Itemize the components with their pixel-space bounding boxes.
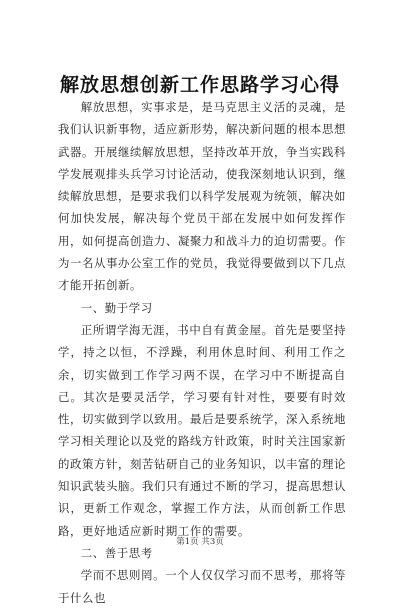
paragraph-intro: 解放思想，实事求是，是马克思主义活的灵魂，是我们认识新事物，适应新形势，解决新问题的根本思想武器。开展继续解放思想，坚持改革开放，争当实践科学发展观排头兵学习讨论活动，使我深刻地认识到，继续解放思想，是要求我们以科学发展观为统领，解决如何加快发展，解决每个党员干部在发展中如何发挥作用，如何提高创造力、凝聚力和战斗力的迫切需要。作为一名从事办公室工作的党员，我觉得要做到以下几点才能开拓创新。 [58, 100, 346, 293]
section-heading-1: 一、勤于学习 [80, 300, 153, 315]
paragraph-think: 学而不思则罔。一个人仅仅学习而不思考，那将等于什么也 [58, 568, 346, 605]
paragraph-study: 正所谓学海无涯，书中自有黄金屋。首先是要坚持学，持之以恒，不浮躁，利用休息时间、利用工作之余，切实做到工作学习两不误，在学习中不断提高自己。其次是要灵活学，学习要有针对性，要要有时效性，切实做到学以致用。最后是要系统学，深入系统地学习相关理论以及党的路线方针政策，时时关注国家新的政策方针，刻苦钻研自己的业务知识，以丰富的理论知识武装头脑。我们只有通过不断的学习，提高思想认识，更新工作观念，掌握工作方法，从而创新工作思路，更好地适应新时期工作的需要。 [58, 322, 346, 538]
document-body [58, 96, 346, 609]
document-title: 解放思想创新工作思路学习心得 [59, 74, 340, 96]
section-heading-2: 二、善于思考 [80, 545, 153, 560]
page-number-footer: 第1页 共3页 [176, 537, 224, 547]
